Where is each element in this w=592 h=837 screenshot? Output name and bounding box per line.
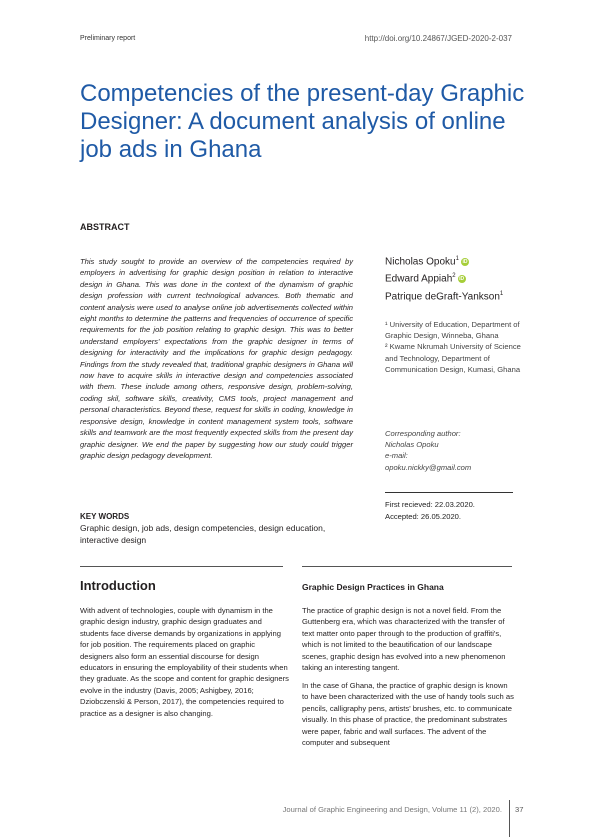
author-list (385, 252, 545, 304)
corresponding-label: Corresponding author: (385, 429, 461, 438)
section-paragraph-1: The practice of graphic design is not a novel field. From the Guttenberg era, which was characterized with the transfer of text matter onto paper through to the production of graffiti's, which is not limited to the beautification of our landscape scenes, graphic design has evolved into a new phenomenon taking an interesting tangent. (302, 606, 506, 673)
author-name: Nicholas Opoku (385, 256, 456, 268)
introduction-text: With advent of technologies, couple with dynamism in the graphic design industry, graphic design graduates and students face diverse demands by organizations in applying for job position. The requirements placed on graphic designers also form an essential discourse for design educators in ensuring the employability of their students when they graduate. As the scope and content for graphic designers evolve in the industry (Davis, 2005; Ashigbey, 2016; Dziobczenski & Person, 2017), the competencies required to practice as a designer is also changing. (80, 606, 289, 718)
introduction-heading: Introduction (80, 578, 156, 593)
orcid-icon[interactable]: iD (459, 276, 465, 283)
affiliations (385, 319, 535, 375)
author-name: Patrique deGraft-Yankson (385, 290, 500, 302)
keywords-text: Graphic design, job ads, design competencies, design education, interactive design (80, 523, 326, 545)
report-type: Preliminary report (80, 35, 136, 42)
author-affil-mark: 1 (455, 256, 459, 262)
author-affil-mark: 2 (452, 273, 456, 280)
email-link[interactable]: opoku.nickky@gmail.com (385, 462, 472, 472)
doi-link[interactable]: http://doi.org/10.24867/JGED-2020-2-037 (364, 34, 512, 43)
accepted-date: Accepted: 26.05.2020. (385, 512, 461, 521)
affiliation-1: ¹ University of Education, Department of Graphic Design, Winneba, Ghana (385, 320, 520, 341)
paper-title: Competencies of the present-day Graphic Designer: A document analysis of online job ads in Ghana (80, 80, 525, 163)
intro-divider (80, 566, 283, 567)
orcid-icon[interactable]: iD (462, 258, 468, 265)
abstract-heading: ABSTRACT (80, 222, 130, 232)
footer-divider (509, 800, 510, 837)
page-number: 37 (515, 805, 524, 814)
section-heading: Graphic Design Practices in Ghana (302, 582, 444, 592)
corresponding-author (385, 428, 535, 473)
author-affil-mark: 1 (499, 290, 504, 297)
section-divider (302, 566, 512, 567)
corresponding-name: Nicholas Opoku (385, 440, 439, 450)
affiliation-2: ² Kwame Nkrumah University of Science and Technology, Department of Communication Design, Kumasi, Ghana (385, 342, 521, 374)
author-2 (385, 269, 545, 286)
author-3 (385, 287, 545, 304)
article-dates (385, 499, 535, 523)
author-1 (385, 252, 545, 269)
journal-citation: Journal of Graphic Engineering and Design, Volume 11 (2), 2020. (282, 805, 502, 814)
received-date: First recieved: 22.03.2020. (385, 500, 475, 509)
author-name: Edward Appiah (385, 273, 453, 285)
email-label: e-mail: (385, 451, 408, 461)
dates-divider (385, 492, 513, 493)
keywords-heading: KEY WORDS (80, 512, 130, 521)
section-paragraph-2: In the case of Ghana, the practice of graphic design is known to have been characterized with the use of handy tools such as pencils, calligraphy pens, artists' brushes, etc. to communicate visually. In this phase of practice, the predominant substrates were paper, fabric and wall surfaces. The advent of the computer and subsequent (302, 681, 514, 748)
abstract-text: This study sought to provide an overview of the competencies required by employers in advertising for graphic design position in relation to interactive design in Ghana. This was done in the context of the dynamism of graphic design profession with current technological advances. Both thematic and content analysis were used to analyse online job advertisements collected within eight months to determine the patterns and frequencies of occurrence of specific requirements for the job position relating to graphic design. This was to better understand employers' expectations from the graphic designer in terms of designing for interactivity and the implications for graphic design pedagogy. Findings from the study revealed that, traditional graphic designers in Ghana will now have to acquire skills in interactive design and competencies associated with them. These include among others, responsive design, problem-solving, coding skil, software skills, creativity, CMS tools, project management and personal characteristics. Beyond these, request for skills in coding, knowledge in responsive design, knowledge in content management system tools, software skills and teamwork are the most frequently expected skills from the present day graphic designer. We end the paper by suggesting how our study could trigger graphic design pedagogy development. (80, 257, 353, 460)
